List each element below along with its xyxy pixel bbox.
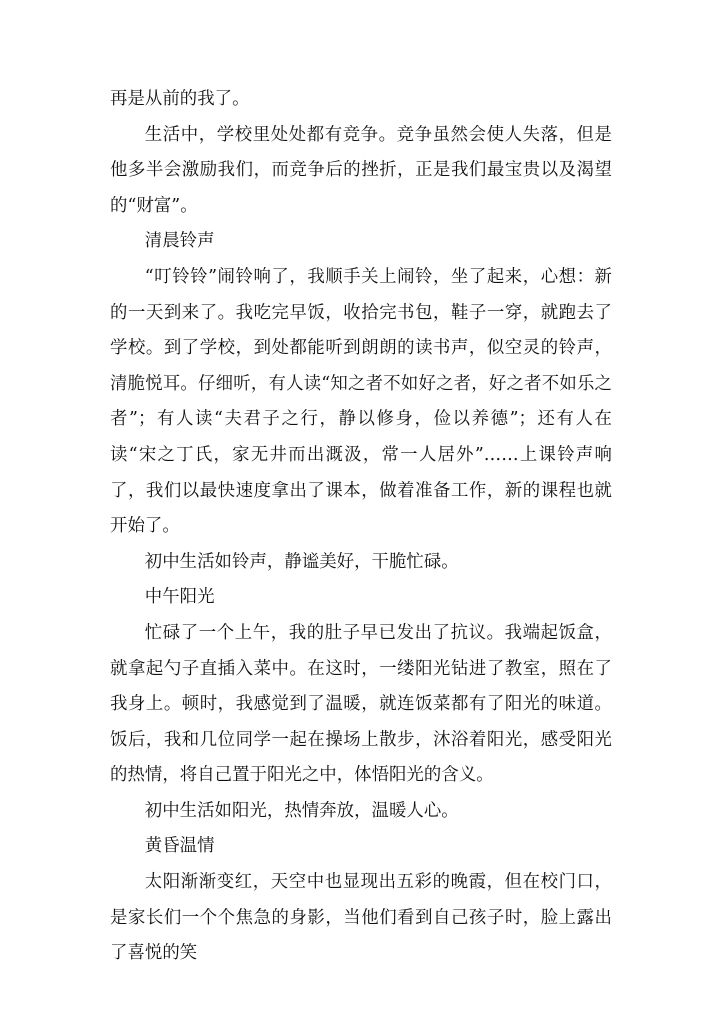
paragraph-bell-summary: 初中生活如铃声，静谧美好，干脆忙碌。: [144, 551, 459, 572]
section-heading-morning-bell: 清晨铃声: [144, 231, 215, 252]
section-heading-dusk-warmth: 黄昏温情: [144, 836, 215, 857]
paragraph-noon-sunshine: 忙碌了一个上午，我的肚子早已发出了抗议。我端起饭盒，就拿起勺子直插入菜中。在这时，一缕阳光钻进了教室，照在了我身上。顿时，我感觉到了温暖，就连饭菜都有了阳光的味道。饭后，我和几位同学一起在操场上散步，沐浴着阳光，感受阳光的热情，将自己置于阳光之中，体悟阳光的含义。: [110, 622, 612, 786]
paragraph-sunshine-summary: 初中生活如阳光，热情奔放，温暖人心。: [144, 800, 459, 821]
section-heading-noon-sunshine: 中午阳光: [144, 587, 215, 608]
paragraph-competition: 生活中，学校里处处都有竞争。竞争虽然会使人失落，但是他多半会激励我们，而竞争后的挫折，正是我们最宝贵以及渴望的“财富”。: [110, 124, 612, 216]
paragraph-dusk-warmth: 太阳渐渐变红，天空中也显现出五彩的晚霞，但在校门口，是家长们一个个焦急的身影，当他们看到自己孩子时，脸上露出了喜悦的笑: [110, 872, 612, 964]
paragraph-continued: 再是从前的我了。: [110, 89, 250, 109]
paragraph-morning-bell: “叮铃铃”闹铃响了，我顺手关上闹铃，坐了起来，心想：新的一天到来了。我吃完早饭，收拾完书包，鞋子一穿，就跑去了学校。到了学校，到处都能听到朗朗的读书声，似空灵的铃声，清脆悦耳。仔细听，有人读“知之者不如好之者，好之者不如乐之者”；有人读“夫君子之行，静以修身，俭以养德”；还有人在读“宋之丁氏，家无井而出溉汲，常一人居外”……上课铃声响了，我们以最快速度拿出了课本，做着准备工作，新的课程也就开始了。: [110, 266, 612, 537]
document-page: [110, 82, 612, 972]
